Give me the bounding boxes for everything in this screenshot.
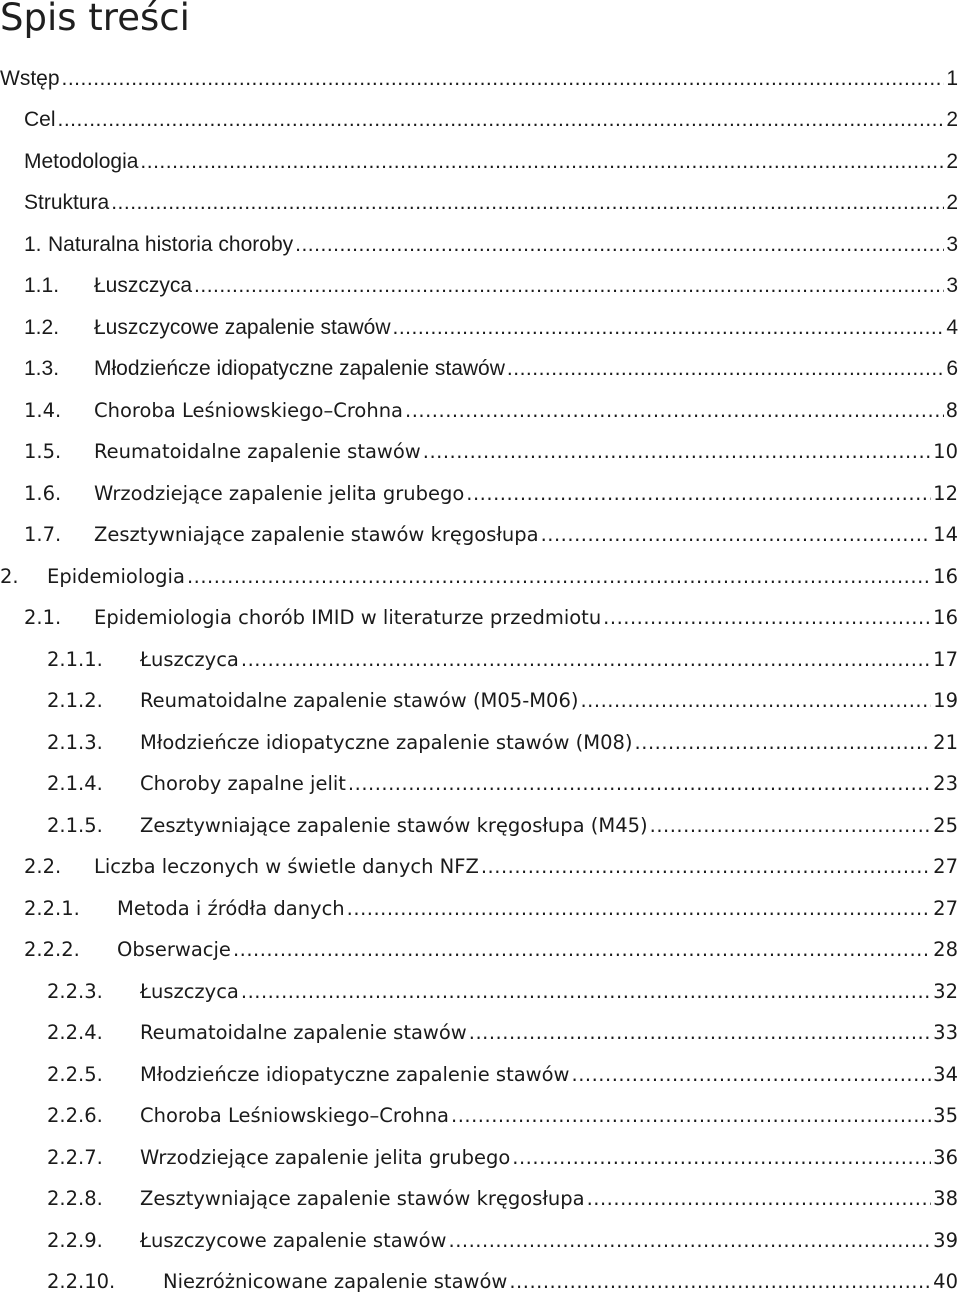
toc-entry	[0, 638, 960, 680]
toc-entry-title: Choroba Leśniowskiego–Crohna	[140, 1104, 450, 1127]
toc-entry	[0, 265, 960, 307]
toc-entry-page-number: 38	[933, 1187, 958, 1210]
toc-entry-title: Łuszczycowe zapalenie stawów	[140, 1228, 447, 1252]
toc-entry-link[interactable]	[24, 938, 960, 962]
toc-dot-leader	[111, 191, 944, 215]
toc-entry-page-number: 16	[933, 564, 958, 588]
toc-entry-page-number: 27	[933, 896, 958, 920]
toc-dot-leader	[451, 1104, 931, 1128]
toc-dot-leader	[449, 1229, 932, 1253]
toc-entry-link[interactable]	[24, 357, 960, 381]
toc-entry-page-number: 4	[946, 315, 958, 339]
toc-entry-number: 1.3.	[24, 357, 60, 380]
toc-dot-leader	[347, 897, 932, 921]
toc-entry	[0, 57, 960, 99]
toc-entry-link[interactable]	[24, 274, 960, 298]
toc-entry-page-number: 23	[933, 772, 958, 795]
toc-entry-title: Metoda i źródła danych	[117, 896, 345, 920]
toc-entry-link[interactable]	[47, 1021, 960, 1045]
toc-dot-leader	[295, 233, 944, 257]
toc-entry-link[interactable]	[47, 814, 960, 838]
toc-dot-leader	[509, 1270, 931, 1294]
toc-dot-leader	[650, 814, 932, 838]
toc-entry-number: 2.2.1.	[24, 896, 80, 920]
toc-entry-page-number: 40	[933, 1270, 958, 1293]
toc-entry-link[interactable]	[24, 233, 960, 257]
toc-entry-number: 2.2.6.	[47, 1104, 103, 1127]
toc-dot-leader	[187, 565, 931, 589]
toc-dot-leader	[512, 1146, 931, 1170]
toc-entry-link[interactable]	[47, 731, 960, 755]
toc-entry-number: 2.2.7.	[47, 1145, 103, 1169]
toc-dot-leader	[241, 980, 931, 1004]
toc-entry-number: 2.2.10.	[47, 1270, 116, 1293]
toc-entry-title: Struktura	[24, 191, 110, 214]
toc-entry-number: 2.2.3.	[47, 979, 103, 1003]
toc-entry-title: Łuszczycowe zapalenie stawów	[94, 315, 391, 339]
toc-entry-link[interactable]	[0, 565, 960, 589]
toc-entry-page-number: 28	[933, 938, 958, 961]
toc-entry-page-number: 2	[946, 149, 958, 173]
toc-entry-number: 2.2.9.	[47, 1228, 103, 1252]
page-title: Spis treści	[0, 0, 190, 39]
toc-entry-number: 2.2.8.	[47, 1187, 103, 1210]
toc-entry-link[interactable]	[47, 1270, 960, 1294]
toc-entry-page-number: 2	[946, 191, 958, 214]
toc-entry	[0, 555, 960, 597]
toc-entry-title: Młodzieńcze idiopatyczne zapalenie stawów	[140, 1062, 570, 1086]
toc-entry-link[interactable]	[24, 108, 960, 132]
toc-entry-title: Zesztywniające zapalenie stawów kręgosłupa	[140, 1187, 585, 1210]
toc-entry	[0, 1136, 960, 1178]
toc-entry	[0, 306, 960, 348]
toc-entry-title: Zesztywniające zapalenie stawów kręgosłupa (M45)	[140, 813, 648, 837]
toc-entry	[0, 1261, 960, 1302]
toc-entry-title: Epidemiologia chorób IMID w literaturze przedmiotu	[94, 606, 602, 629]
toc-entry-page-number: 8	[945, 398, 958, 422]
toc-entry-number: 1.1.	[24, 274, 60, 297]
toc-entry	[0, 763, 960, 805]
toc-entry	[0, 472, 960, 514]
toc-entry	[0, 223, 960, 265]
toc-dot-leader	[507, 357, 944, 381]
toc-entry-page-number: 19	[933, 689, 958, 712]
toc-entry	[0, 846, 960, 888]
toc-entry-page-number: 25	[933, 813, 958, 837]
toc-entry-number: 1.2.	[24, 315, 60, 339]
toc-entry-page-number: 3	[946, 274, 958, 297]
toc-entry-number: 2.1.4.	[47, 772, 103, 795]
toc-entry-page-number: 36	[933, 1145, 958, 1169]
toc-dot-leader	[635, 731, 932, 755]
toc-dot-leader	[580, 689, 931, 713]
toc-entry-number: 2.2.4.	[47, 1021, 103, 1044]
toc-entry-page-number: 14	[933, 523, 958, 546]
toc-entry-title: Łuszczyca	[140, 979, 239, 1003]
toc-entry	[0, 887, 960, 929]
toc-entry-number: 2.1.5.	[47, 813, 103, 837]
toc-entry-title: Wrzodziejące zapalenie jelita grubego	[140, 1145, 511, 1169]
toc-entry-link[interactable]	[24, 482, 960, 506]
toc-entry-number: 2.1.3.	[47, 730, 103, 754]
toc-entry-page-number: 21	[933, 730, 958, 754]
toc-dot-leader	[469, 1021, 931, 1045]
toc-entry-number: 2.1.2.	[47, 689, 103, 712]
toc-entry	[0, 721, 960, 763]
toc-entry-link[interactable]	[47, 648, 960, 672]
toc-entry-number: 1.6.	[24, 481, 62, 505]
toc-entry-link[interactable]	[47, 1063, 960, 1087]
toc-entry-title: Epidemiologia	[47, 564, 185, 588]
toc-entry-title: Łuszczyca	[94, 274, 193, 297]
toc-entry-link[interactable]	[47, 1187, 960, 1211]
table-of-contents	[0, 57, 960, 1302]
toc-entry-number: 2.	[0, 564, 19, 588]
toc-entry-page-number: 2	[946, 108, 958, 131]
toc-entry-title: Obserwacje	[117, 938, 231, 961]
toc-entry-page-number: 10	[933, 440, 958, 463]
toc-entry-link[interactable]	[24, 150, 960, 174]
toc-entry-title: Choroba Leśniowskiego–Crohna	[94, 398, 404, 422]
toc-entry-link[interactable]	[24, 191, 960, 215]
toc-entry-page-number: 6	[946, 357, 958, 380]
toc-entry-link[interactable]	[47, 772, 960, 796]
toc-entry-link[interactable]	[47, 1104, 960, 1128]
toc-entry-number: 2.2.2.	[24, 938, 80, 961]
toc-entry-page-number: 39	[933, 1228, 958, 1252]
toc-entry	[0, 1053, 960, 1095]
toc-dot-leader	[58, 108, 945, 132]
toc-entry-title: Młodzieńcze idiopatyczne zapalenie stawów (M08)	[140, 730, 633, 754]
toc-entry-title: Wrzodziejące zapalenie jelita grubego	[94, 481, 465, 505]
toc-entry	[0, 140, 960, 182]
toc-entry-title: Reumatoidalne zapalenie stawów	[94, 440, 421, 463]
toc-entry-title: Niezróżnicowane zapalenie stawów	[163, 1270, 508, 1293]
toc-entry-title: Cel	[24, 108, 56, 131]
toc-entry-page-number: 16	[933, 606, 958, 629]
toc-dot-leader	[194, 274, 944, 298]
toc-entry	[0, 514, 960, 556]
toc-entry-title: Liczba leczonych w świetle danych NFZ	[94, 855, 479, 878]
toc-entry-link[interactable]	[24, 523, 960, 547]
toc-dot-leader	[541, 523, 932, 547]
toc-entry-number: 1.4.	[24, 398, 62, 422]
toc-entry	[0, 1012, 960, 1054]
toc-dot-leader	[233, 938, 931, 962]
toc-dot-leader	[348, 772, 931, 796]
toc-entry	[0, 99, 960, 141]
toc-entry-link[interactable]	[0, 67, 960, 91]
toc-dot-leader	[392, 316, 944, 340]
toc-entry-page-number: 33	[933, 1021, 958, 1044]
toc-entry-title: Metodologia	[24, 149, 139, 173]
toc-entry-page-number: 3	[946, 232, 958, 256]
toc-entry-page-number: 34	[933, 1062, 958, 1086]
toc-entry-link[interactable]	[24, 316, 960, 340]
toc-entry	[0, 389, 960, 431]
toc-dot-leader	[466, 482, 931, 506]
toc-dot-leader	[423, 440, 931, 464]
toc-entry-number: 2.1.1.	[47, 647, 103, 671]
toc-entry-link[interactable]	[47, 1229, 960, 1253]
toc-entry-link[interactable]	[47, 1146, 960, 1170]
toc-entry-title: Reumatoidalne zapalenie stawów	[140, 1021, 467, 1044]
toc-entry-page-number: 12	[933, 481, 958, 505]
toc-dot-leader	[481, 855, 931, 879]
toc-entry-page-number: 27	[933, 855, 958, 878]
toc-entry-number: 2.1.	[24, 606, 62, 629]
toc-entry	[0, 970, 960, 1012]
toc-entry-page-number: 17	[933, 647, 958, 671]
toc-entry	[0, 348, 960, 390]
toc-entry-number: 1.	[24, 232, 42, 256]
toc-dot-leader	[241, 648, 931, 672]
toc-entry	[0, 431, 960, 473]
toc-entry-link[interactable]	[24, 897, 960, 921]
toc-entry-title: Młodzieńcze idiopatyczne zapalenie stawów	[94, 357, 505, 380]
toc-entry-page-number: 32	[933, 979, 958, 1003]
toc-entry-page-number: 1	[946, 66, 958, 90]
toc-entry-title: Wstęp	[0, 66, 60, 90]
toc-dot-leader	[405, 399, 944, 423]
toc-dot-leader	[62, 67, 945, 91]
toc-entry-title: Choroby zapalne jelit	[140, 772, 346, 795]
toc-entry	[0, 1095, 960, 1137]
toc-dot-leader	[603, 606, 931, 630]
toc-entry-link[interactable]	[24, 440, 960, 464]
toc-entry-link[interactable]	[24, 855, 960, 879]
toc-dot-leader	[140, 150, 944, 174]
toc-entry-title: Naturalna historia choroby	[48, 232, 294, 256]
toc-entry	[0, 1219, 960, 1261]
toc-entry-title: Łuszczyca	[140, 647, 239, 671]
toc-entry	[0, 182, 960, 224]
toc-entry-number: 1.5.	[24, 440, 62, 463]
toc-entry	[0, 680, 960, 722]
toc-entry-number: 2.2.	[24, 855, 62, 878]
toc-dot-leader	[572, 1063, 932, 1087]
toc-entry-link[interactable]	[24, 606, 960, 630]
toc-entry	[0, 1178, 960, 1220]
toc-entry	[0, 929, 960, 971]
toc-entry-link[interactable]	[47, 689, 960, 713]
toc-entry-link[interactable]	[47, 980, 960, 1004]
toc-entry-page-number: 35	[933, 1104, 958, 1127]
toc-entry-link[interactable]	[24, 399, 960, 423]
toc-entry-title: Reumatoidalne zapalenie stawów (M05-M06)	[140, 689, 579, 712]
toc-entry-title: Zesztywniające zapalenie stawów kręgosłupa	[94, 523, 539, 546]
toc-entry	[0, 597, 960, 639]
toc-entry-number: 1.7.	[24, 523, 62, 546]
toc-entry	[0, 804, 960, 846]
toc-dot-leader	[587, 1187, 932, 1211]
toc-entry-number: 2.2.5.	[47, 1062, 103, 1086]
